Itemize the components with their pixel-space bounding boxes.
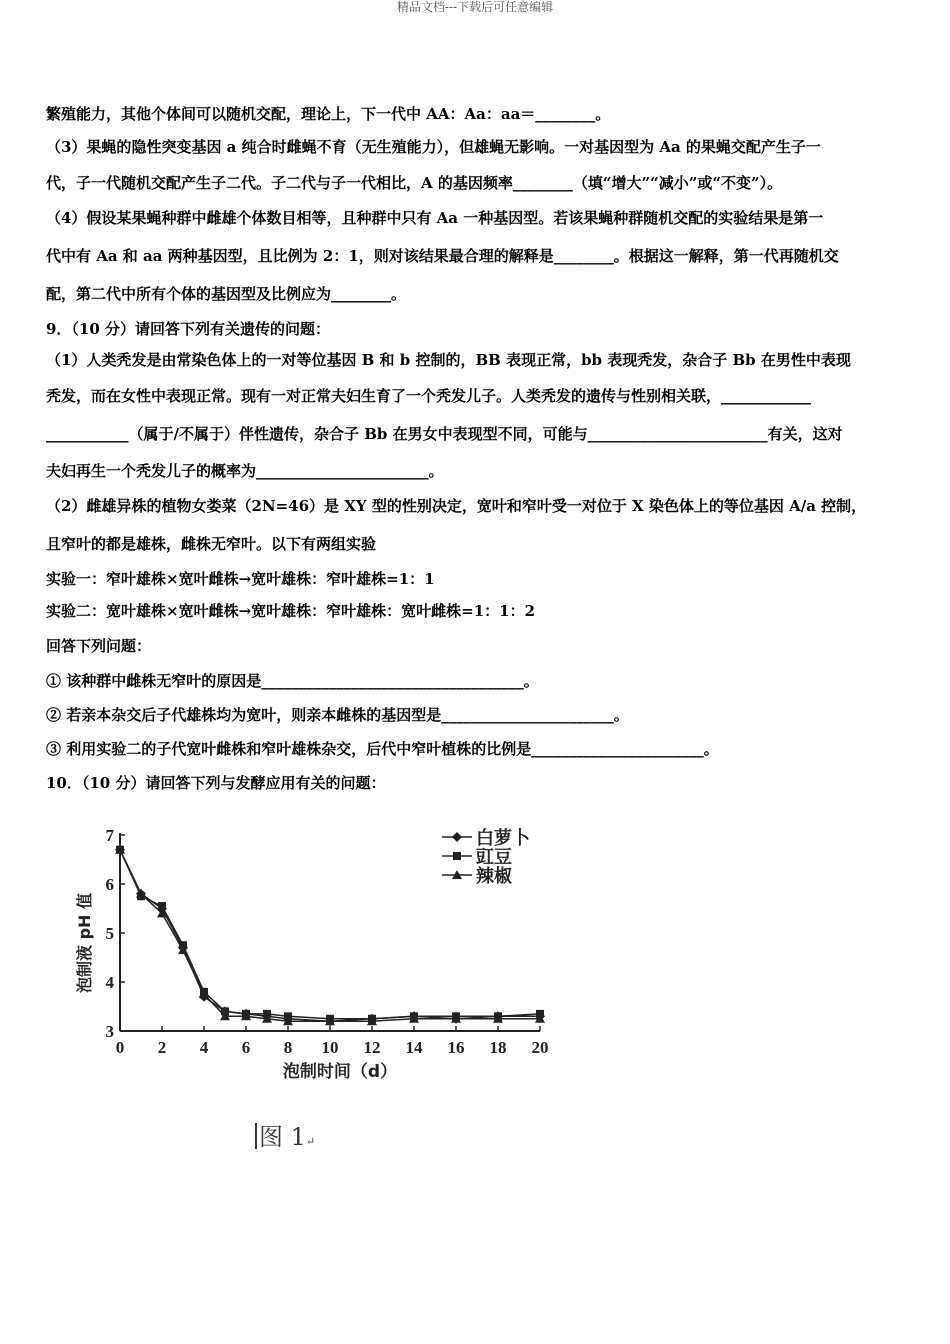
ph-line-chart [70,820,570,1090]
chart-legend [442,827,530,887]
text-line: 回答下列问题： [46,637,152,655]
text-line: （4）假设某果蝇种群中雌雄个体数目相等，且种群中只有 Aa 一种基因型。若该果蝇种群随机交配的实验结果是第一 [46,209,824,227]
x-axis-label: 泡制时间（d） [282,1062,398,1082]
text-line: 代中有 Aa 和 aa 两种基因型，且比例为 2：1，则对该结果最合理的解释是________。根据这一解释，第一代再随机交 [46,247,839,265]
y-tick-label: 4 [105,973,114,992]
text-line: （3）果蝇的隐性突变基因 a 纯合时雌蝇不育（无生殖能力），但雄蝇无影响。一对基因型为 Aa 的果蝇交配产生子一 [46,138,821,156]
legend-label: 辣椒 [476,866,512,887]
x-tick-label: 6 [241,1038,251,1057]
figure-caption-text: 图 1 [259,1123,306,1151]
paragraph-mark: ↵ [305,1135,316,1148]
figure-caption [255,1117,315,1152]
text-line: 繁殖能力，其他个体间可以随机交配，理论上，下一代中 AA：Aa：aa＝________。 [46,105,611,123]
y-tick-label: 6 [105,875,114,894]
legend-label: 豇豆 [476,847,512,868]
y-tick-label: 5 [105,924,114,943]
text-line: ③ 利用实验二的子代宽叶雌株和窄叶雄株杂交，后代中窄叶植株的比例是_______________________。 [46,740,719,758]
legend-label: 白萝卜 [476,828,530,849]
x-tick-label: 16 [447,1038,465,1057]
text-line: 且窄叶的都是雄株，雌株无窄叶。以下有两组实验 [46,535,377,553]
page-header: 精品文档---下载后可任意编辑 [396,0,554,14]
text-line: 10．（10 分）请回答下列与发酵应用有关的问题： [46,774,386,792]
x-tick-label: 18 [489,1038,507,1057]
data-point-diamond [452,832,462,842]
text-line: ② 若亲本杂交后子代雄株均为宽叶，则亲本雌株的基因型是_______________________。 [46,706,629,724]
text-line: 实验二：宽叶雄株×宽叶雌株→宽叶雄株：窄叶雄株：宽叶雌株=1：1：2 [46,602,536,620]
text-line: 秃发，而在女性中表现正常。现有一对正常夫妇生育了一个秃发儿子。人类秃发的遗传与性别相关联，____________ [46,387,812,405]
text-line: 实验一：窄叶雄株×宽叶雌株→宽叶雄株：窄叶雄株=1：1 [46,570,435,588]
x-tick-label: 20 [531,1038,549,1057]
x-tick-label: 12 [363,1038,381,1057]
y-axis-label: 泡制液 pH 值 [75,893,94,993]
text-line: ___________（属于/不属于）伴性遗传，杂合子 Bb 在男女中表现型不同，可能与________________________有关，这对 [46,425,843,443]
text-line: 代，子一代随机交配产生子二代。子二代与子一代相比，A 的基因频率________（填“增大”“减小”或“不变”）。 [46,174,783,192]
text-line: 9．（10 分）请回答下列有关遗传的问题： [46,320,331,338]
x-tick-label: 10 [321,1038,339,1057]
x-tick-label: 4 [199,1038,209,1057]
text-line: 配，第二代中所有个体的基因型及比例应为________。 [46,285,407,303]
y-tick-label: 7 [105,826,114,845]
caption-bar [255,1123,257,1149]
x-tick-label: 14 [405,1038,423,1057]
data-point-square [453,852,461,860]
x-tick-label: 2 [157,1038,167,1057]
text-line: （2）雌雄异株的植物女娄菜（2N=46）是 XY 型的性别决定，宽叶和窄叶受一对位于 X 染色体上的等位基因 A/a 控制， [46,497,867,515]
x-tick-label: 0 [115,1038,125,1057]
text-line: ① 该种群中雌株无窄叶的原因是___________________________________。 [46,672,539,690]
text-line: （1）人类秃发是由常染色体上的一对等位基因 B 和 b 控制的，BB 表现正常，bb 表现秃发，杂合子 Bb 在男性中表现 [46,351,851,369]
x-tick-label: 8 [283,1038,293,1057]
y-tick-label: 3 [105,1022,114,1041]
text-line: 夫妇再生一个秃发儿子的概率为_______________________。 [46,462,444,480]
